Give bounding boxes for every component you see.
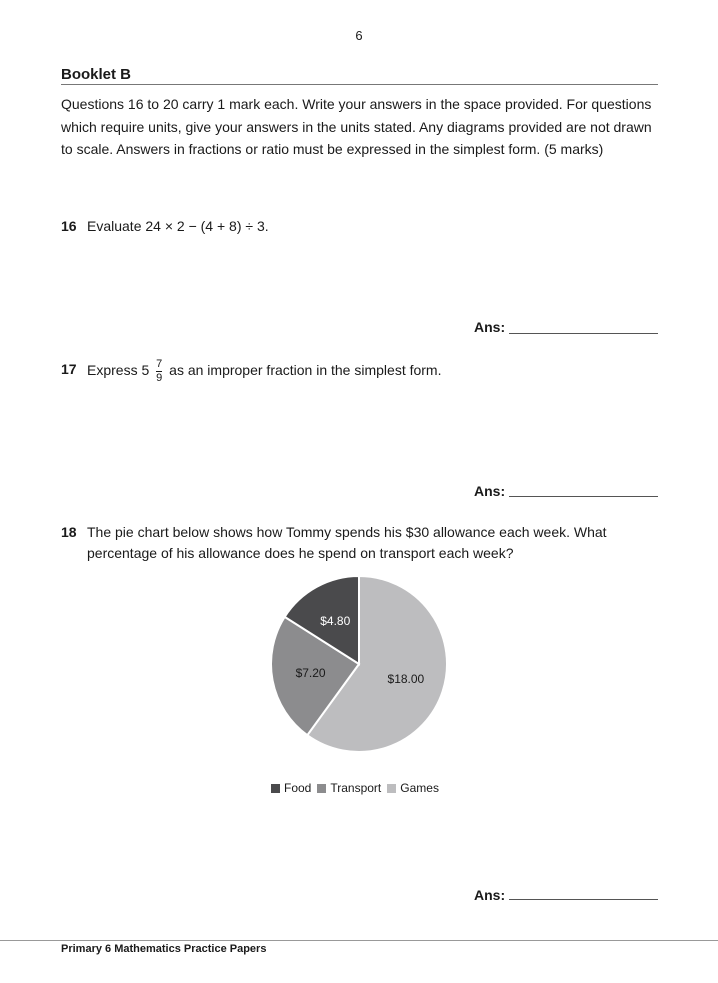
pie-label-games: $18.00 bbox=[387, 672, 425, 687]
legend-label-food: Food bbox=[284, 781, 312, 795]
answer-line-17[interactable] bbox=[509, 496, 658, 497]
question-number: 17 bbox=[61, 361, 77, 377]
answer-line-16[interactable] bbox=[509, 333, 658, 334]
question-text bbox=[87, 359, 442, 384]
footer-text: Primary 6 Mathematics Practice Papers bbox=[61, 943, 267, 955]
answer-label-17: Ans: bbox=[474, 483, 506, 499]
pie-label-transport: $7.20 bbox=[295, 666, 326, 681]
question-text-after: as an improper fraction in the simplest form. bbox=[169, 362, 442, 379]
page-number: 6 bbox=[355, 28, 363, 43]
answer-line-18[interactable] bbox=[509, 899, 658, 900]
legend-item-transport bbox=[317, 781, 381, 795]
footer-divider bbox=[0, 940, 718, 941]
legend-item-food bbox=[271, 781, 311, 795]
fraction bbox=[156, 359, 162, 384]
legend-item-games bbox=[387, 781, 439, 795]
question-text: Evaluate 24 × 2 − (4 + 8) ÷ 3. bbox=[87, 218, 269, 234]
pie-label-food: $4.80 bbox=[320, 613, 351, 628]
chart-legend bbox=[271, 781, 439, 795]
question-text: The pie chart below shows how Tommy spends his $30 allowance each week. What percentage of his allowance does he spend on transport each week? bbox=[87, 524, 607, 561]
question-number: 16 bbox=[61, 218, 77, 234]
answer-label-18: Ans: bbox=[474, 887, 506, 903]
question-text-before: Express 5 bbox=[87, 362, 150, 379]
question-number: 18 bbox=[61, 524, 77, 540]
legend-swatch-transport bbox=[317, 784, 326, 793]
booklet-title: Booklet B bbox=[61, 66, 132, 83]
fraction-denominator: 9 bbox=[156, 372, 163, 384]
legend-label-games: Games bbox=[400, 781, 439, 795]
legend-label-transport: Transport bbox=[330, 781, 382, 795]
legend-swatch-games bbox=[387, 784, 396, 793]
legend-swatch-food bbox=[271, 784, 280, 793]
pie-chart bbox=[262, 576, 456, 752]
title-divider bbox=[61, 84, 658, 85]
instructions: Questions 16 to 20 carry 1 mark each. Write your answers in the space provided. For questions which require units, give your answers in the units stated. Any diagrams provided are not drawn to scale. Answers in fractions or ratio must be expressed in the simplest form. (5 marks) bbox=[61, 96, 652, 157]
fraction-numerator: 7 bbox=[156, 358, 163, 370]
answer-label-16: Ans: bbox=[474, 319, 506, 335]
